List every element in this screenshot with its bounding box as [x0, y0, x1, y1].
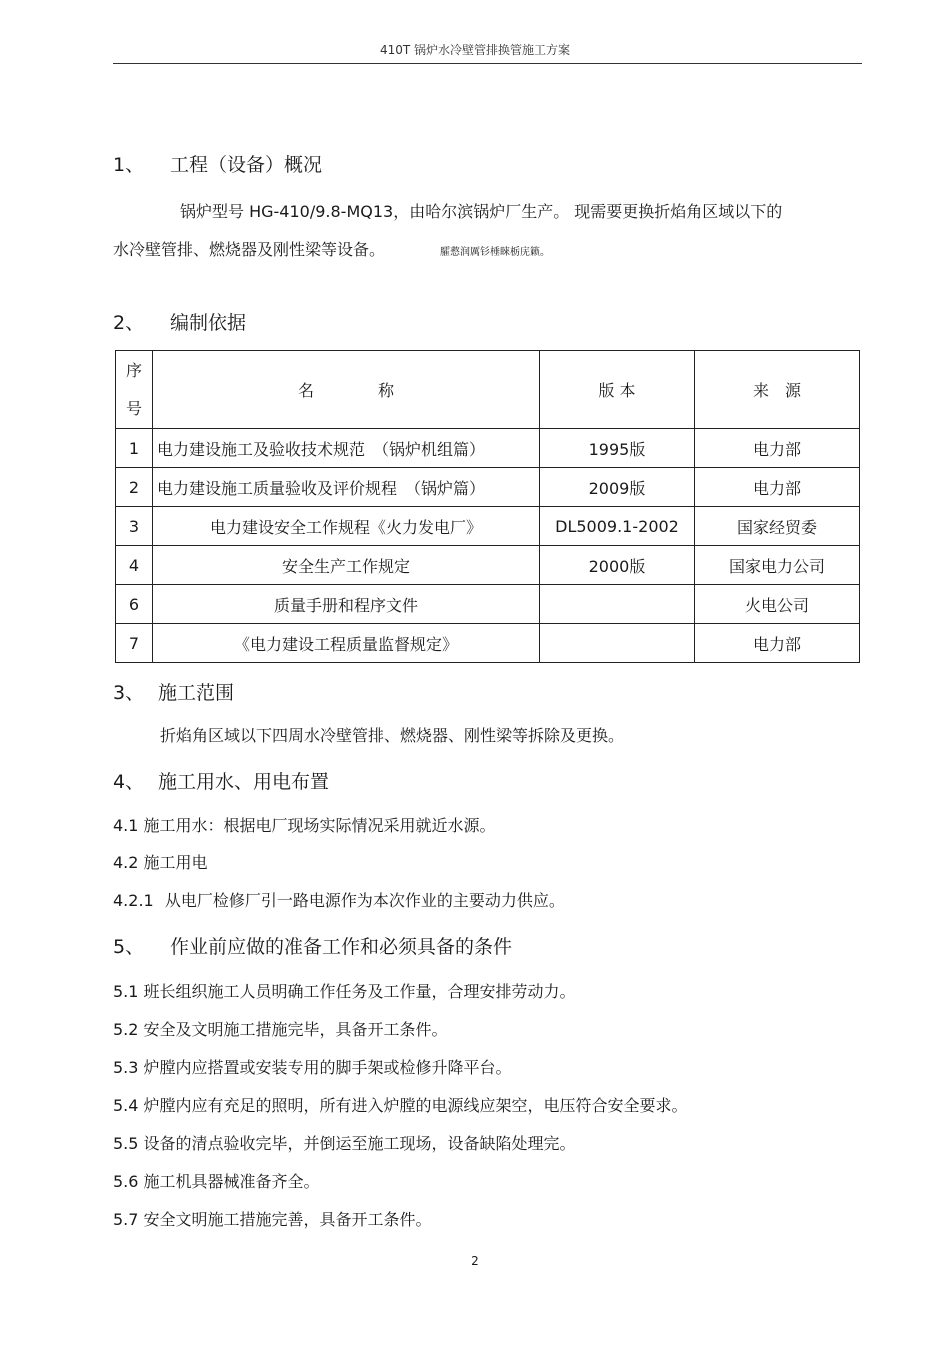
item-text: 安全文明施工措施完善，具备开工条件。 — [143, 1210, 432, 1229]
row-version: DL5009.1-2002 — [540, 507, 695, 546]
section-1-number: 1、 — [113, 154, 145, 176]
row-source: 电力部 — [695, 624, 860, 663]
item-text: 炉膛内应搭置或安装专用的脚手架或检修升降平台。 — [143, 1058, 512, 1077]
item-number: 5.4 — [113, 1096, 139, 1115]
row-seq: 1 — [116, 429, 153, 468]
item-text: 班长组织施工人员明确工作任务及工作量，合理安排劳动力。 — [143, 982, 576, 1001]
section-1-garbled-text: 臛慦润厲钐棰睞栃庑籁。 — [440, 247, 550, 258]
row-name: 电力建设施工质量验收及评价规程 （锅炉篇） — [153, 468, 540, 507]
section-1-title: 工程（设备）概况 — [170, 154, 323, 176]
section-1-line-1: 锅炉型号 HG-410/9.8-MQ13，由哈尔滨锅炉厂生产。 现需要更换折焰角区域以下的 — [180, 202, 783, 221]
item-5-1 — [113, 979, 576, 1002]
header-version: 版 本 — [540, 351, 695, 429]
row-name: 质量手册和程序文件 — [153, 585, 540, 624]
table-row — [116, 468, 860, 507]
row-source: 火电公司 — [695, 585, 860, 624]
section-4-title: 施工用水、用电布置 — [158, 771, 330, 793]
table-row — [116, 585, 860, 624]
item-text: 安全及文明施工措施完毕，具备开工条件。 — [143, 1020, 448, 1039]
reference-table — [115, 350, 860, 663]
table-row — [116, 546, 860, 585]
item-text: 设备的清点验收完毕，并倒运至施工现场，设备缺陷处理完。 — [143, 1134, 576, 1153]
item-number: 4.2 — [113, 853, 139, 872]
row-version — [540, 585, 695, 624]
item-5-2 — [113, 1017, 448, 1040]
item-number: 4.1 — [113, 816, 139, 835]
row-name: 安全生产工作规定 — [153, 546, 540, 585]
row-seq: 3 — [116, 507, 153, 546]
item-number: 5.6 — [113, 1172, 139, 1191]
page-header-title: 410T 锅炉水冷壁管排换管施工方案 — [379, 43, 571, 57]
table-header-row — [116, 351, 860, 429]
row-source: 国家电力公司 — [695, 546, 860, 585]
item-5-6 — [113, 1169, 320, 1192]
row-version: 1995版 — [540, 429, 695, 468]
item-5-3 — [113, 1055, 512, 1078]
item-text: 施工用电 — [143, 853, 208, 872]
item-5-4 — [113, 1093, 688, 1116]
table-row — [116, 429, 860, 468]
header-source: 来 源 — [695, 351, 860, 429]
item-4-1 — [113, 813, 496, 836]
section-3-title: 施工范围 — [158, 682, 235, 704]
item-text: 施工机具器械准备齐全。 — [143, 1172, 320, 1191]
row-seq: 7 — [116, 624, 153, 663]
row-source: 电力部 — [695, 429, 860, 468]
item-number: 5.2 — [113, 1020, 139, 1039]
row-version: 2009版 — [540, 468, 695, 507]
item-text: 从电厂检修厂引一路电源作为本次作业的主要动力供应。 — [164, 891, 565, 910]
row-seq: 2 — [116, 468, 153, 507]
page-number: 2 — [471, 1254, 479, 1268]
item-4-2 — [113, 850, 208, 873]
row-name: 《电力建设工程质量监督规定》 — [153, 624, 540, 663]
row-source: 电力部 — [695, 468, 860, 507]
item-5-7 — [113, 1207, 432, 1230]
header-seq — [116, 351, 153, 429]
item-number: 5.3 — [113, 1058, 139, 1077]
section-2-title: 编制依据 — [170, 312, 247, 334]
item-text: 施工用水：根据电厂现场实际情况采用就近水源。 — [143, 816, 496, 835]
item-number: 5.1 — [113, 982, 139, 1001]
item-number: 4.2.1 — [113, 891, 154, 910]
section-5-title: 作业前应做的准备工作和必须具备的条件 — [170, 936, 513, 958]
table-row — [116, 507, 860, 546]
row-version: 2000版 — [540, 546, 695, 585]
header-divider — [113, 63, 862, 64]
section-2-number: 2、 — [113, 312, 145, 334]
header-seq-char-1: 序 — [125, 360, 142, 380]
item-number: 5.5 — [113, 1134, 139, 1153]
item-4-2-1 — [113, 888, 565, 911]
item-5-5 — [113, 1131, 576, 1154]
section-5-number: 5、 — [113, 936, 145, 958]
item-number: 5.7 — [113, 1210, 139, 1229]
row-source: 国家经贸委 — [695, 507, 860, 546]
row-name: 电力建设安全工作规程《火力发电厂》 — [153, 507, 540, 546]
table-row — [116, 624, 860, 663]
row-seq: 6 — [116, 585, 153, 624]
row-version — [540, 624, 695, 663]
item-text: 炉膛内应有充足的照明，所有进入炉膛的电源线应架空，电压符合安全要求。 — [143, 1096, 688, 1115]
header-name: 名 称 — [153, 351, 540, 429]
section-1-line-2: 水冷壁管排、燃烧器及刚性梁等设备。 — [113, 240, 386, 259]
section-4-number: 4、 — [113, 771, 145, 793]
row-seq: 4 — [116, 546, 153, 585]
row-name: 电力建设施工及验收技术规范 （锅炉机组篇） — [153, 429, 540, 468]
header-seq-char-2: 号 — [125, 398, 142, 418]
section-3-number: 3、 — [113, 682, 145, 704]
section-3-text: 折焰角区域以下四周水冷壁管排、燃烧器、刚性梁等拆除及更换。 — [160, 726, 625, 745]
